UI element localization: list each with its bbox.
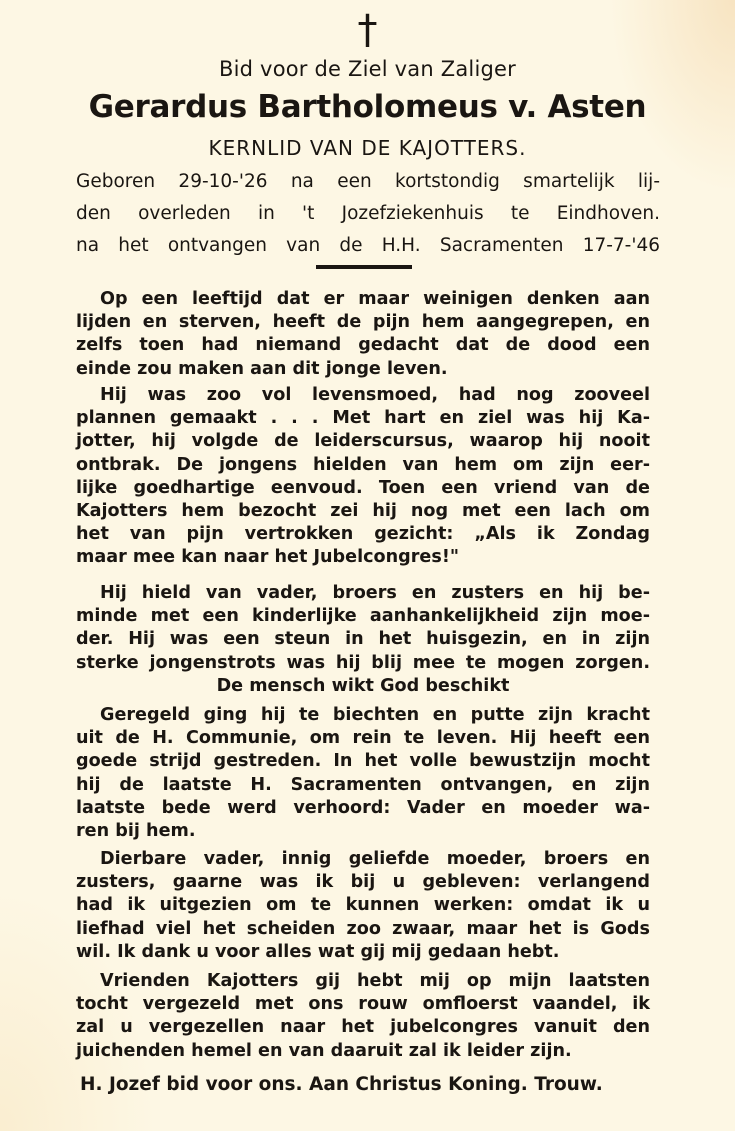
deceased-role: KERNLID VAN DE KAJOTTERS. bbox=[208, 136, 527, 160]
text-line: juichenden hemel en van daaruit zal ik leider zijn. bbox=[76, 1040, 572, 1061]
text-line: einde zou maken aan dit jonge leven. bbox=[76, 358, 448, 379]
text-line: jotter, hij volgde de leiderscursus, waarop hij nooit bbox=[76, 431, 650, 452]
paragraph-5 bbox=[76, 848, 650, 964]
motto-line: De mensch wikt God beschikt bbox=[216, 675, 510, 696]
info-line: den overleden in 't Jozefziekenhuis te Eindhoven. bbox=[76, 203, 660, 224]
text-line: uit de H. Communie, om rein te leven. Hij heeft een bbox=[76, 728, 650, 749]
paragraph-1 bbox=[76, 288, 650, 381]
text-line: Vrienden Kajotters gij hebt mij op mijn laatsten bbox=[100, 971, 650, 991]
text-line: sterke jongenstrots was hij blij mee te mogen zorgen. bbox=[76, 652, 650, 673]
text-line: tocht vergezeld met ons rouw omfloerst vaandel, ik bbox=[76, 994, 650, 1015]
text-line: minde met een kinderlijke aanhankelijkheid zijn moe- bbox=[76, 606, 650, 627]
text-line: plannen gemaakt . . . Met hart en ziel was hij Ka- bbox=[76, 408, 650, 429]
prayer-intro: Bid voor de Ziel van Zaliger bbox=[219, 57, 516, 81]
paragraph-3 bbox=[76, 582, 650, 698]
text-line: Hij was zoo vol levensmoed, had nog zooveel bbox=[100, 385, 650, 405]
info-line: Geboren 29-10-'26 na een kortstondig smartelijk lij- bbox=[76, 171, 660, 192]
deceased-name: Gerardus Bartholomeus v. Asten bbox=[88, 89, 647, 125]
text-line: lijke goedhartige eenvoud. Toen een vriend van de bbox=[76, 477, 650, 498]
paragraph-6 bbox=[76, 970, 650, 1063]
text-line: maar mee kan naar het Jubelcongres!" bbox=[76, 547, 460, 568]
text-line: Op een leeftijd dat er maar weinigen denken aan bbox=[100, 289, 650, 309]
divider-rule bbox=[316, 265, 412, 269]
text-line: zusters, gaarne was ik bij u gebleven: verlangend bbox=[76, 872, 650, 893]
text-line: zelfs toen had niemand gedacht dat de dood een bbox=[76, 335, 650, 356]
text-line: Geregeld ging hij te biechten en putte zijn kracht bbox=[100, 705, 650, 725]
text-line: had ik uitgezien om te kunnen werken: omdat ik u bbox=[76, 895, 650, 916]
paragraph-2 bbox=[76, 384, 650, 570]
closing-prayer: H. Jozef bid voor ons. Aan Christus Koning. Trouw. bbox=[80, 1074, 603, 1095]
text-line: ontbrak. De jongens hielden van hem om zijn eer- bbox=[76, 454, 650, 475]
paragraph-4 bbox=[76, 704, 650, 843]
text-line: Kajotters hem bezocht zei hij nog met een lach om bbox=[76, 500, 650, 521]
text-line: liefhad viel het scheiden zoo zwaar, maar het is Gods bbox=[76, 918, 650, 939]
text-line: wil. Ik dank u voor alles wat gij mij gedaan hebt. bbox=[76, 941, 560, 962]
text-line: laatste bede werd verhoord: Vader en moeder wa- bbox=[76, 797, 650, 818]
text-line: Hij hield van vader, broers en zusters en hij be- bbox=[100, 583, 650, 603]
text-line: ren bij hem. bbox=[76, 820, 196, 841]
text-line: hij de laatste H. Sacramenten ontvangen, en zijn bbox=[76, 774, 650, 795]
text-line: het van pijn vertrokken gezicht: „Als ik Zondag bbox=[76, 524, 650, 545]
text-line: zal u vergezellen naar het jubelcongres vanuit den bbox=[76, 1017, 650, 1038]
text-line: goede strijd gestreden. In het volle bewustzijn mocht bbox=[76, 751, 650, 772]
text-line: lijden en sterven, heeft de pijn hem aangegrepen, en bbox=[76, 312, 650, 333]
info-line: na het ontvangen van de H.H. Sacramenten 17-7-'46 bbox=[76, 235, 660, 256]
text-line: Dierbare vader, innig geliefde moeder, broers en bbox=[100, 849, 650, 869]
text-line: der. Hij was een steun in het huisgezin, en in zijn bbox=[76, 629, 650, 650]
cross-icon: † bbox=[357, 7, 378, 53]
